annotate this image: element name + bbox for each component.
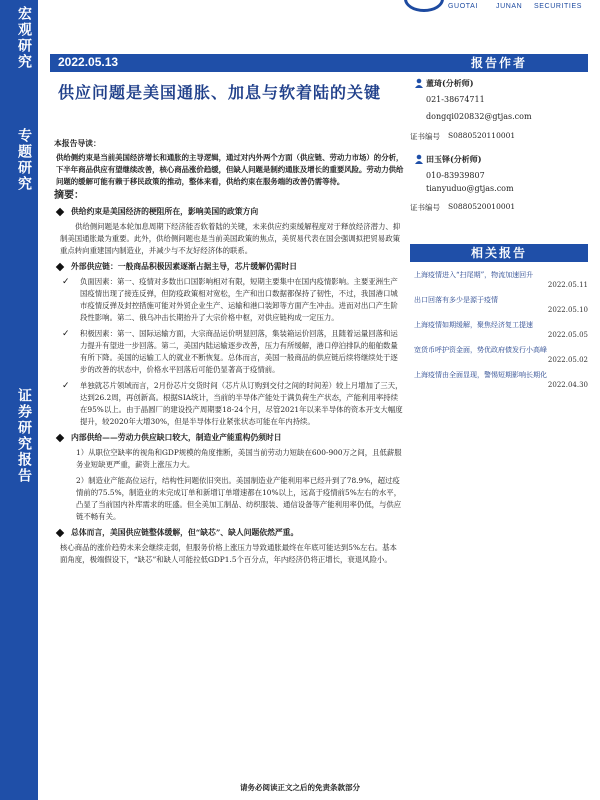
diamond-bullet-icon <box>56 434 64 442</box>
check-item-text: 负面因素：第一、疫情对多数出口国影响相对有限，短期主要集中在国内疫情影响。主要亚洲生产国疫情出现了接连反弹，但防疫政策相对宽松，生产和出口数据都保持了韧性，不过，我国港口城市疫情反弹及封控措施可能对外贸企业生产、运输和港口装卸等方面产生冲击。进而对出口产生阶段性影响。第二、俄乌冲击长期抬升了大宗价格中枢，对供应链构成一定压力。 <box>80 277 398 322</box>
left-category-strip <box>0 0 38 800</box>
date-bar <box>50 54 422 72</box>
abstract-label: 摘要： <box>54 190 84 201</box>
author-name: 田玉铎(分析师) <box>426 154 482 164</box>
logo-text-3: SECURITIES <box>534 3 583 10</box>
diamond-bullet-icon <box>56 208 64 216</box>
report-title: 供应问题是美国通胀、加息与软着陆的关键 <box>58 83 382 102</box>
checkmark-icon: ✓ <box>62 329 70 339</box>
author-cert-label: 证书编号 <box>410 203 440 212</box>
author-phone: 021-38674711 <box>426 95 485 104</box>
section-paragraph: 核心商品的涨价趋势未来会继续走弱，但服务价格上涨压力导致通胀最终在年底可能达到5%左右。基本面角度，极端假设下，“缺芯”和缺人可能拉低GDP1.5个百分点，年内经济仍将正增长，衰退风险小。 <box>60 543 397 564</box>
related-report-link[interactable]: 上海疫情进入“扫尾期”，物流加速回升 <box>414 271 534 279</box>
right-column <box>410 54 588 395</box>
guide-text: 供给侧约束是当前美国经济增长和通胀的主导逻辑，通过对内外两个方面（供应链、劳动力市场）的分析，下半年商品供应有望继续改善，核心商品涨价趋缓，但缺人问题是制约通胀及增长的重要风险。劳动力供给问题的缓解可能有赖于移民政策的推动，整体来看，供给约束在服务端的改善仍需等待。 <box>56 153 404 186</box>
related-report-date: 2022.05.10 <box>547 306 588 314</box>
check-item <box>54 380 404 428</box>
section-title: 总体而言，美国供应链整体缓解，但“缺芯”、缺人问题依然严重。 <box>71 528 299 537</box>
author-phone: 010-83939807 <box>426 171 485 180</box>
related-report-link[interactable]: 宽货币呼护资金面，势优政府债发行小高峰 <box>414 346 547 354</box>
section-paragraph: 供给侧问题是本轮加息周期下经济能否软着陆的关键，未来供应约束缓解程度对于释放经济潜力、抑制美国通胀最为重要。此外，供给侧问题也是当前美国政策的焦点，美贸易代表在国会强调拟把贸易政策重点转向重建国内制造业，并减少与不友好经济体的联系。 <box>60 222 401 255</box>
check-item <box>54 328 404 376</box>
author-block <box>410 72 588 182</box>
author-cert: S0880520110001 <box>448 131 516 140</box>
company-logo <box>404 0 600 14</box>
logo-text-2: JUNAN <box>496 3 523 10</box>
check-item-text: 单独就芯片领域而言，2月份芯片交货时间（芯片从订购到交付之间的时间差）较上月增加了三天，达到26.2周，再创新高。根据SIA统计，当前的半导体产能处于满负荷生产状态，产能利用率持续在95%以上。由于晶圆厂的建设投产周期要18-24个月，尽管2021年以来半导体的资本开支大幅度提升，较2020年大增30%，但是半导体行业紧张状态可能在年内持续。 <box>80 381 403 426</box>
section-heading <box>54 261 404 273</box>
check-item <box>54 276 404 324</box>
section-title: 供给约束是美国经济的梗阻所在，影响美国的政策方向 <box>71 207 259 216</box>
section-paragraph: 1）从职位空缺率的视角和GDP规模的角度推断，美国当前劳动力短缺在600-900万之间，且低薪服务业短缺更严重，薪资上涨压力大。 <box>76 448 402 469</box>
section-paragraph: 2）制造业产能高位运行，结构性问题依旧突出。美国制造业产能利用率已经升到了78.9%，超过疫情前的75.5%，制造业的未完成订单和新增订单增速都在10%以上，远高于疫情前5%左右的水平，凸显了当前国内补库需求的旺盛。但全美加工制品、纺织服装、通信设备等产能利用率仍低，与供应链不畅有关。 <box>76 476 402 521</box>
checkmark-icon: ✓ <box>62 277 70 287</box>
authors-header: 报告作者 <box>410 54 588 72</box>
related-report-date: 2022.05.02 <box>547 356 588 364</box>
report-date: 2022.05.13 <box>58 55 119 69</box>
diamond-bullet-icon <box>56 263 64 271</box>
logo-text-1: GUOTAI <box>448 3 478 10</box>
person-icon <box>414 78 424 88</box>
related-report-date: 2022.04.30 <box>547 381 588 389</box>
checkmark-icon: ✓ <box>62 381 70 391</box>
section-title: 外部供应链：一般商品积极因素逐渐占据主导，芯片缓解仍需时日 <box>71 262 298 271</box>
guide-title: 本报告导读： <box>54 139 101 148</box>
category-label-report: 证券研究报告 <box>16 388 32 484</box>
top-banner <box>0 0 600 14</box>
section-title: 内部供给——劳动力供应缺口较大，制造业产能重构仍须时日 <box>71 433 282 442</box>
person-icon <box>414 154 424 164</box>
report-body <box>54 138 404 570</box>
author-email[interactable]: dongqi020832@gtjas.com <box>426 112 532 121</box>
author-cert: S0880520010001 <box>448 202 516 211</box>
check-item-text: 积极因素：第一、国际运输方面，大宗商品运价明显回落，集装箱运价回落，且随着运量回落和运力提升有望进一步回落。第二，美国内陆运输逐步改善，压力有所缓解，港口停泊排队的船舶数量有所下降。美国的运输工人的就业不断恢复。总体而言，美国一般商品的供应链后续将继续处于逐步的改善的状态中，价格水平回落后可能仍显著高于疫情前。 <box>80 329 398 374</box>
category-label-macro: 宏观研究 <box>16 6 32 70</box>
related-report-date: 2022.05.11 <box>547 281 588 289</box>
related-report-link[interactable]: 上海疫情由全面显现，警惕短期影响长期化 <box>414 371 547 379</box>
section-heading <box>54 206 404 218</box>
related-header: 相关报告 <box>410 244 588 262</box>
logo-mark-icon <box>404 0 444 12</box>
related-report-link[interactable]: 出口回落有多少是源于疫情 <box>414 296 498 304</box>
section-heading <box>54 527 404 539</box>
author-name: 董琦(分析师) <box>426 78 474 88</box>
related-list <box>410 270 588 391</box>
related-report-link[interactable]: 上海疫情如期缓解，聚焦经济复工提速 <box>414 321 533 329</box>
section-heading <box>54 432 404 444</box>
disclaimer-footer: 请务必阅读正文之后的免责条款部分 <box>240 783 360 792</box>
author-block-2 <box>410 178 588 224</box>
author-email[interactable]: tianyuduo@gtjas.com <box>426 184 514 193</box>
diamond-bullet-icon <box>56 529 64 537</box>
author-cert-label: 证书编号 <box>410 132 440 141</box>
category-label-topic: 专题研究 <box>16 128 32 192</box>
related-report-date: 2022.05.05 <box>547 331 588 339</box>
